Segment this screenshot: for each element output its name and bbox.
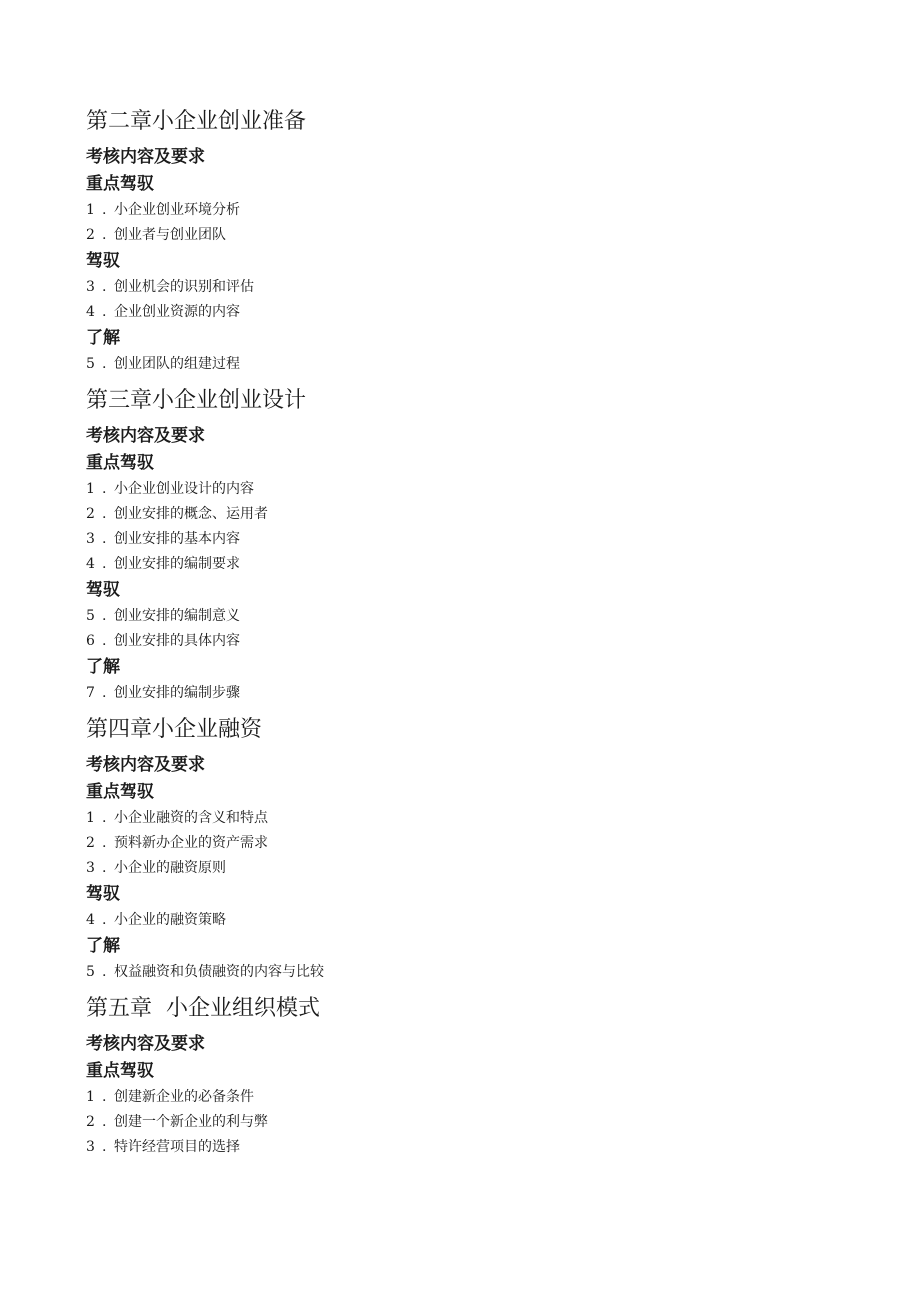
exam-requirements-heading: 考核内容及要求 [86,426,205,446]
list-item [86,477,866,502]
item-number: 3 [86,279,95,295]
item-separator: . [102,810,107,826]
item-separator: . [102,481,107,497]
list-item [86,1085,866,1110]
chapter-2 [86,106,866,377]
item-separator: . [102,835,107,851]
item-text: 权益融资和负债融资的内容与比较 [114,964,324,980]
group-label: 驾驭 [86,251,120,271]
item-separator: . [102,356,107,372]
list-item [86,806,866,831]
list-item [86,831,866,856]
item-separator: . [102,304,107,320]
item-text: 创业安排的编制要求 [114,556,240,572]
list-item [86,275,866,300]
item-number: 4 [86,304,95,320]
list-item [86,629,866,654]
list-item [86,223,866,248]
list-item [86,300,866,325]
list-item [86,552,866,577]
item-number: 2 [86,506,95,522]
item-separator: . [102,227,107,243]
item-text: 创业团队的组建过程 [114,356,240,372]
item-text: 创业安排的编制意义 [114,608,240,624]
item-separator: . [102,279,107,295]
list-item [86,960,866,985]
group-label: 重点驾驭 [86,1061,154,1081]
item-text: 创业安排的基本内容 [114,531,240,547]
group-label: 了解 [86,936,120,956]
chapter-title: 第三章小企业创业设计 [86,388,307,413]
item-number: 5 [86,356,95,372]
list-item [86,198,866,223]
group-label: 重点驾驭 [86,174,154,194]
item-text: 小企业的融资原则 [114,860,226,876]
list-item [86,856,866,881]
chapter-4 [86,714,866,985]
chapter-title: 第五章 小企业组织模式 [86,996,320,1021]
item-number: 6 [86,633,95,649]
group-label: 驾驭 [86,884,120,904]
item-separator: . [102,860,107,876]
item-text: 创业安排的编制步骤 [114,685,240,701]
item-number: 3 [86,531,95,547]
item-number: 1 [86,810,95,826]
item-text: 创建一个新企业的利与弊 [114,1114,268,1130]
document-page [86,106,866,1168]
item-separator: . [102,633,107,649]
item-separator: . [102,506,107,522]
item-separator: . [102,556,107,572]
item-number: 4 [86,912,95,928]
item-number: 5 [86,964,95,980]
item-number: 1 [86,1089,95,1105]
item-number: 3 [86,1139,95,1155]
list-item [86,1110,866,1135]
item-number: 1 [86,481,95,497]
list-item [86,1135,866,1160]
item-separator: . [102,608,107,624]
exam-requirements-heading: 考核内容及要求 [86,755,205,775]
item-text: 预料新办企业的资产需求 [114,835,268,851]
item-separator: . [102,1114,107,1130]
item-number: 4 [86,556,95,572]
item-number: 2 [86,835,95,851]
item-text: 创业者与创业团队 [114,227,226,243]
item-text: 创业安排的概念、运用者 [114,506,268,522]
item-separator: . [102,531,107,547]
item-separator: . [102,1089,107,1105]
exam-requirements-heading: 考核内容及要求 [86,147,205,167]
item-text: 创建新企业的必备条件 [114,1089,254,1105]
chapter-title: 第二章小企业创业准备 [86,109,307,134]
group-label: 驾驭 [86,580,120,600]
item-text: 小企业创业环境分析 [114,202,240,218]
chapter-title: 第四章小企业融资 [86,717,263,742]
group-label: 重点驾驭 [86,453,154,473]
group-label: 重点驾驭 [86,782,154,802]
exam-requirements-heading: 考核内容及要求 [86,1034,205,1054]
item-number: 7 [86,685,95,701]
item-number: 5 [86,608,95,624]
item-text: 企业创业资源的内容 [114,304,240,320]
group-label: 了解 [86,328,120,348]
group-label: 了解 [86,657,120,677]
item-number: 2 [86,227,95,243]
list-item [86,352,866,377]
item-text: 创业安排的具体内容 [114,633,240,649]
list-item [86,502,866,527]
list-item [86,681,866,706]
item-separator: . [102,912,107,928]
item-separator: . [102,685,107,701]
item-number: 2 [86,1114,95,1130]
item-text: 小企业的融资策略 [114,912,226,928]
list-item [86,527,866,552]
item-separator: . [102,202,107,218]
item-number: 1 [86,202,95,218]
item-number: 3 [86,860,95,876]
item-text: 创业机会的识别和评估 [114,279,254,295]
list-item [86,604,866,629]
item-text: 特许经营项目的选择 [114,1139,240,1155]
chapter-5 [86,993,866,1160]
item-separator: . [102,964,107,980]
list-item [86,908,866,933]
item-text: 小企业创业设计的内容 [114,481,254,497]
chapter-3 [86,385,866,706]
item-text: 小企业融资的含义和特点 [114,810,268,826]
item-separator: . [102,1139,107,1155]
